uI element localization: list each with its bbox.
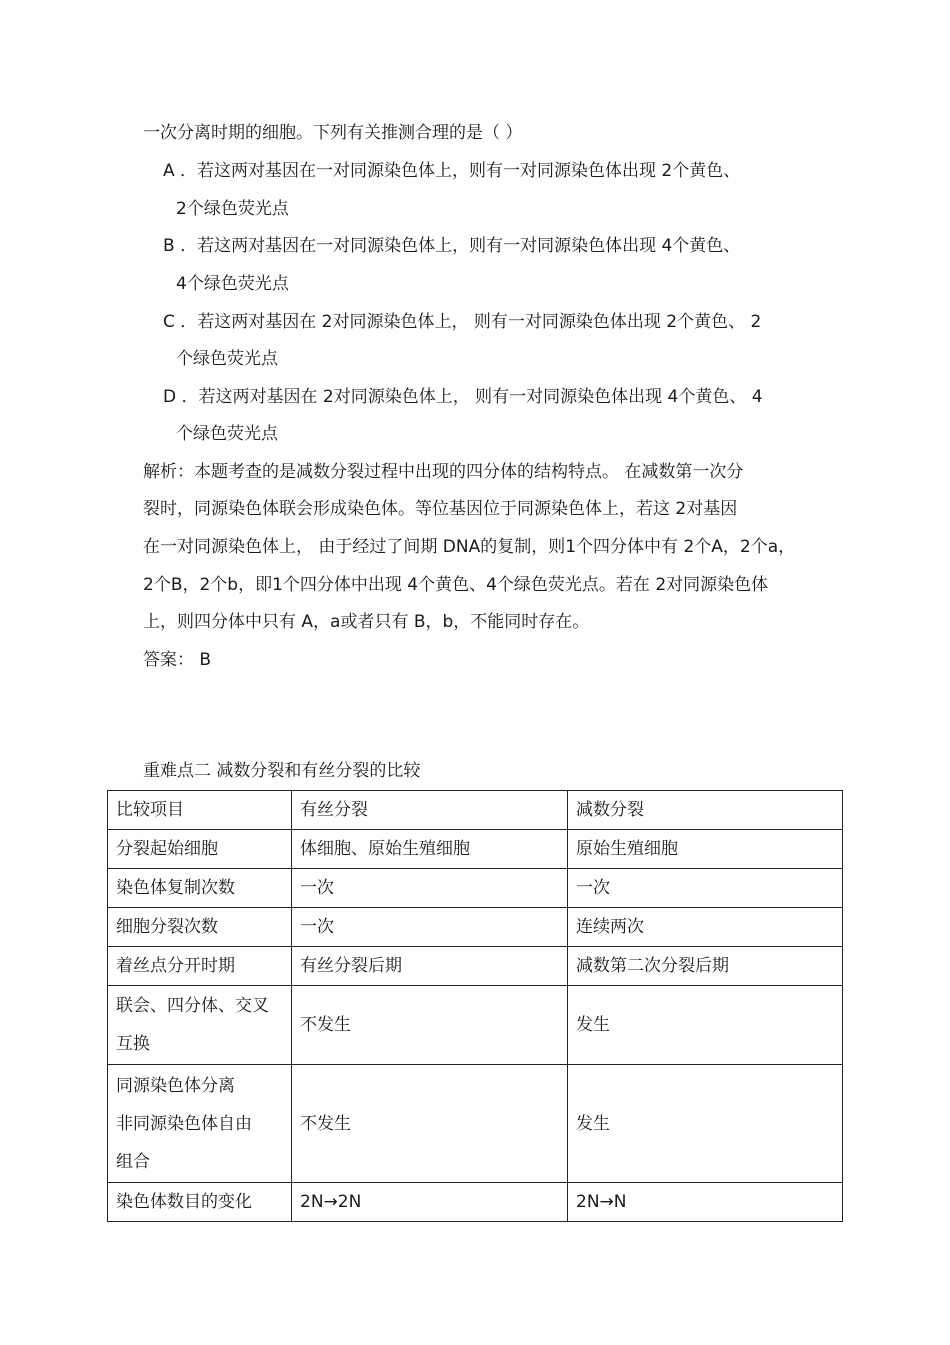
option-d-line1: D ．若这两对基因在 2对同源染色体上， 则有一对同源染色体出现 4个黄色、 4: [163, 387, 763, 407]
analysis-line: 解析：本题考查的是减数分裂过程中出现的四分体的结构特点。 在减数第一次分: [143, 462, 744, 482]
option-d-line2: 个绿色荧光点: [176, 424, 278, 444]
mitosis-cell: 不发生: [292, 986, 568, 1065]
header-cell: 有丝分裂: [292, 791, 568, 830]
comparison-table: [107, 790, 843, 1222]
item-cell: [108, 986, 292, 1065]
table-row: [108, 986, 843, 1065]
item-cell: 分裂起始细胞: [108, 830, 292, 869]
section-title: 重难点二 减数分裂和有丝分裂的比较: [143, 761, 421, 781]
mitosis-cell: 2N→2N: [292, 1183, 568, 1222]
meiosis-cell: 发生: [568, 1065, 843, 1183]
item-cell: 着丝点分开时期: [108, 947, 292, 986]
item-cell-line: 组合: [116, 1151, 150, 1172]
item-cell: [108, 1065, 292, 1183]
item-cell: 细胞分裂次数: [108, 908, 292, 947]
answer: 答案： B: [143, 650, 212, 670]
header-cell: 减数分裂: [568, 791, 843, 830]
table-row: [108, 947, 843, 986]
option-a-line2: 2个绿色荧光点: [176, 199, 289, 219]
mitosis-cell: 不发生: [292, 1065, 568, 1183]
mitosis-cell: 有丝分裂后期: [292, 947, 568, 986]
meiosis-cell: 减数第二次分裂后期: [568, 947, 843, 986]
analysis-line: 上，则四分体中只有 A，a或者只有 B，b，不能同时存在。: [143, 612, 590, 632]
option-a-line1: A ．若这两对基因在一对同源染色体上，则有一对同源染色体出现 2个黄色、: [163, 161, 741, 181]
item-cell-line: 同源染色体分离: [116, 1075, 235, 1096]
item-cell-line: 互换: [116, 1034, 150, 1054]
table-header-row: [108, 791, 843, 830]
item-cell-line: 联会、四分体、交叉: [116, 996, 269, 1016]
mitosis-cell: 一次: [292, 908, 568, 947]
meiosis-cell: 连续两次: [568, 908, 843, 947]
table-row: [108, 830, 843, 869]
option-b-line2: 4个绿色荧光点: [176, 274, 289, 294]
mitosis-cell: 体细胞、原始生殖细胞: [292, 830, 568, 869]
item-cell: 染色体数目的变化: [108, 1183, 292, 1222]
option-c-line1: C ．若这两对基因在 2对同源染色体上， 则有一对同源染色体出现 2个黄色、 2: [163, 312, 762, 332]
table-row: [108, 908, 843, 947]
question-intro: 一次分离时期的细胞。下列有关推测合理的是（ ）: [143, 123, 523, 143]
table-row: [108, 869, 843, 908]
analysis-line: 在一对同源染色体上， 由于经过了间期 DNA的复制，则1个四分体中有 2个A，2个a，: [143, 537, 796, 557]
meiosis-cell: 发生: [568, 986, 843, 1065]
option-c-line2: 个绿色荧光点: [176, 349, 278, 369]
meiosis-cell: 原始生殖细胞: [568, 830, 843, 869]
meiosis-cell: 2N→N: [568, 1183, 843, 1222]
item-cell-line: 非同源染色体自由: [116, 1113, 252, 1134]
analysis-line: 2个B，2个b，即1个四分体中出现 4个黄色、4个绿色荧光点。若在 2对同源染色体: [143, 575, 769, 595]
item-cell: 染色体复制次数: [108, 869, 292, 908]
table-row: [108, 1065, 843, 1183]
mitosis-cell: 一次: [292, 869, 568, 908]
option-b-line1: B ．若这两对基因在一对同源染色体上，则有一对同源染色体出现 4个黄色、: [163, 236, 741, 256]
header-cell: 比较项目: [108, 791, 292, 830]
table-row: [108, 1183, 843, 1222]
analysis-line: 裂时，同源染色体联会形成染色体。等位基因位于同源染色体上，若这 2对基因: [143, 499, 738, 519]
meiosis-cell: 一次: [568, 869, 843, 908]
